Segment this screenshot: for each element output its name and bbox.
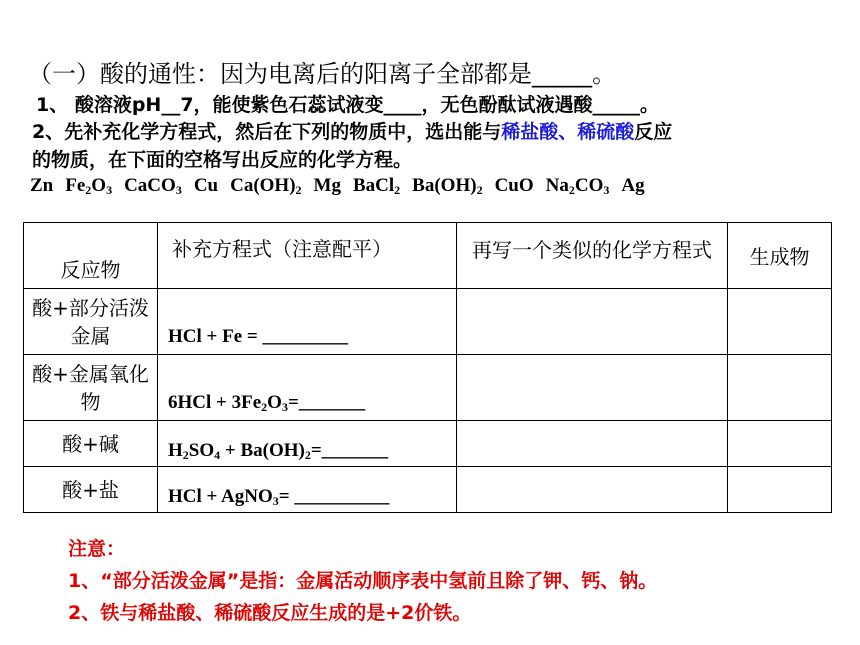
row-equation[interactable]: HCl + AgNO$_3$= __________ <box>158 467 457 513</box>
question-2-line1: 2、先补充化学方程式，然后在下列的物质中，选出能与稀盐酸、稀硫酸反应 <box>32 121 673 143</box>
product-cell[interactable] <box>728 355 832 421</box>
table-row <box>24 355 832 421</box>
similar-equation-cell[interactable] <box>457 467 728 513</box>
header-product: 生成物 <box>728 223 832 289</box>
header-similar: 再写一个类似的化学方程式 <box>457 223 728 289</box>
product-cell[interactable] <box>728 421 832 467</box>
substance-item: CuO <box>494 175 534 196</box>
substance-item: Cu <box>193 175 219 196</box>
substance-item: $Ca(OH)_2$ <box>230 175 302 197</box>
table-row <box>24 467 832 513</box>
table-row <box>24 421 832 467</box>
product-cell[interactable] <box>728 289 832 355</box>
substance-item: Mg <box>313 175 341 196</box>
substance-item: $Fe_2O_3$ <box>65 175 113 197</box>
similar-equation-cell[interactable] <box>457 355 728 421</box>
row-equation[interactable]: $H_2SO_4$ + $Ba(OH)_2=\_\_\_\_\_\_\_$ <box>158 421 457 467</box>
notes-heading: 注意： <box>68 538 126 560</box>
reaction-table <box>23 222 832 513</box>
header-reactant: 反应物 <box>24 223 158 289</box>
similar-equation-cell[interactable] <box>457 421 728 467</box>
row-equation[interactable]: HCl + Fe = _________ <box>158 289 457 355</box>
row-reactant: 酸+部分活泼金属 <box>24 289 158 355</box>
question-2-line2: 的物质，在下面的空格写出反应的化学方程。 <box>32 149 413 171</box>
row-reactant: 酸+碱 <box>24 421 158 467</box>
similar-equation-cell[interactable] <box>457 289 728 355</box>
section-title: （一）酸的通性：因为电离后的阳离子全部都是_____。 <box>28 60 616 88</box>
substance-item: $Na_2CO_3$ <box>545 175 610 197</box>
notes-block <box>68 534 657 630</box>
row-equation[interactable]: $6HCl + 3Fe_2O_3=\_\_\_\_\_\_\_$ <box>158 355 457 421</box>
acid-highlight: 稀盐酸、稀硫酸 <box>501 121 635 143</box>
question-1: 1、 酸溶液pH__7，能使紫色石蕊试液变____，无色酚酞试液遇酸_____。 <box>36 94 660 116</box>
substance-item: CaCO$_3$ <box>124 175 182 197</box>
substance-list <box>30 175 657 197</box>
row-reactant: 酸+盐 <box>24 467 158 513</box>
header-equation: 补充方程式（注意配平） <box>158 223 457 289</box>
table-row <box>24 289 832 355</box>
substance-item: Ag <box>621 175 645 196</box>
substance-item: Zn <box>30 175 54 196</box>
row-reactant: 酸+金属氧化物 <box>24 355 158 421</box>
product-cell[interactable] <box>728 467 832 513</box>
note-2: 2、铁与稀盐酸、稀硫酸反应生成的是+2价铁。 <box>68 602 472 624</box>
note-1: 1、“部分活泼金属”是指：金属活动顺序表中氢前且除了钾、钙、钠。 <box>68 570 658 592</box>
table-header-row <box>24 223 832 289</box>
substance-item: BaCl$_2$ <box>352 175 401 197</box>
substance-item: $Ba(OH)_2$ <box>412 175 483 197</box>
